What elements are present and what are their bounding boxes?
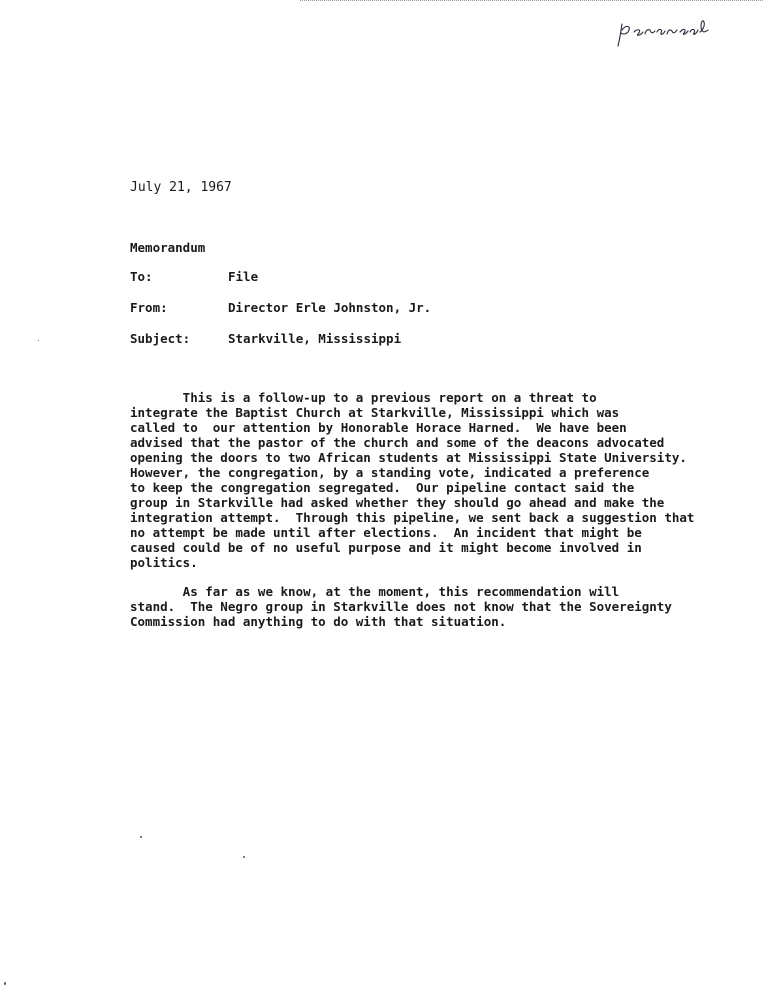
paragraph-line: integrate the Baptist Church at Starkville, Mississippi which was [130,405,620,420]
from-label: From: [130,300,168,315]
paragraph-line: to keep the congregation segregated. Our pipeline contact said the [130,480,635,495]
body-paragraph-2 [130,584,672,629]
memo-heading: Memorandum [130,240,206,255]
paragraph-line: caused could be of no useful purpose and it might become involved in [130,540,642,555]
handwritten-note [612,16,722,52]
paragraph-line: As far as we know, at the moment, this recommendation will [130,584,620,599]
scan-speck [4,982,6,985]
from-value: Director Erle Johnston, Jr. [228,300,432,315]
subject-value: Starkville, Mississippi [228,331,402,346]
scan-edge-line [300,0,763,4]
paragraph-line: stand. The Negro group in Starkville does not know that the Sovereignty [130,599,672,614]
paragraph-line: Commission had anything to do with that situation. [130,614,507,629]
paragraph-line: group in Starkville had asked whether they should go ahead and make the [130,495,665,510]
to-label: To: [130,269,153,284]
paragraph-line: no attempt be made until after elections. An incident that might be [130,525,642,540]
scan-speck [140,836,142,838]
paragraph-line: integration attempt. Through this pipeline, we sent back a suggestion that [130,510,695,525]
paragraph-line: However, the congregation, by a standing vote, indicated a preference [130,465,650,480]
scan-speck [243,856,245,858]
paragraph-line: politics. [130,555,198,570]
subject-label: Subject: [130,331,191,346]
memo-date: July 21, 1967 [130,180,232,195]
handwritten-personal-icon [612,16,722,52]
paragraph-line: This is a follow-up to a previous report on a threat to [130,390,597,405]
to-value: File [228,269,259,284]
scan-speck [38,340,39,341]
body-paragraph-1 [130,390,694,570]
paragraph-line: advised that the pastor of the church and some of the deacons advocated [130,435,665,450]
paragraph-line: called to our attention by Honorable Horace Harned. We have been [130,420,627,435]
paragraph-line: opening the doors to two African students at Mississippi State University. [130,450,687,465]
